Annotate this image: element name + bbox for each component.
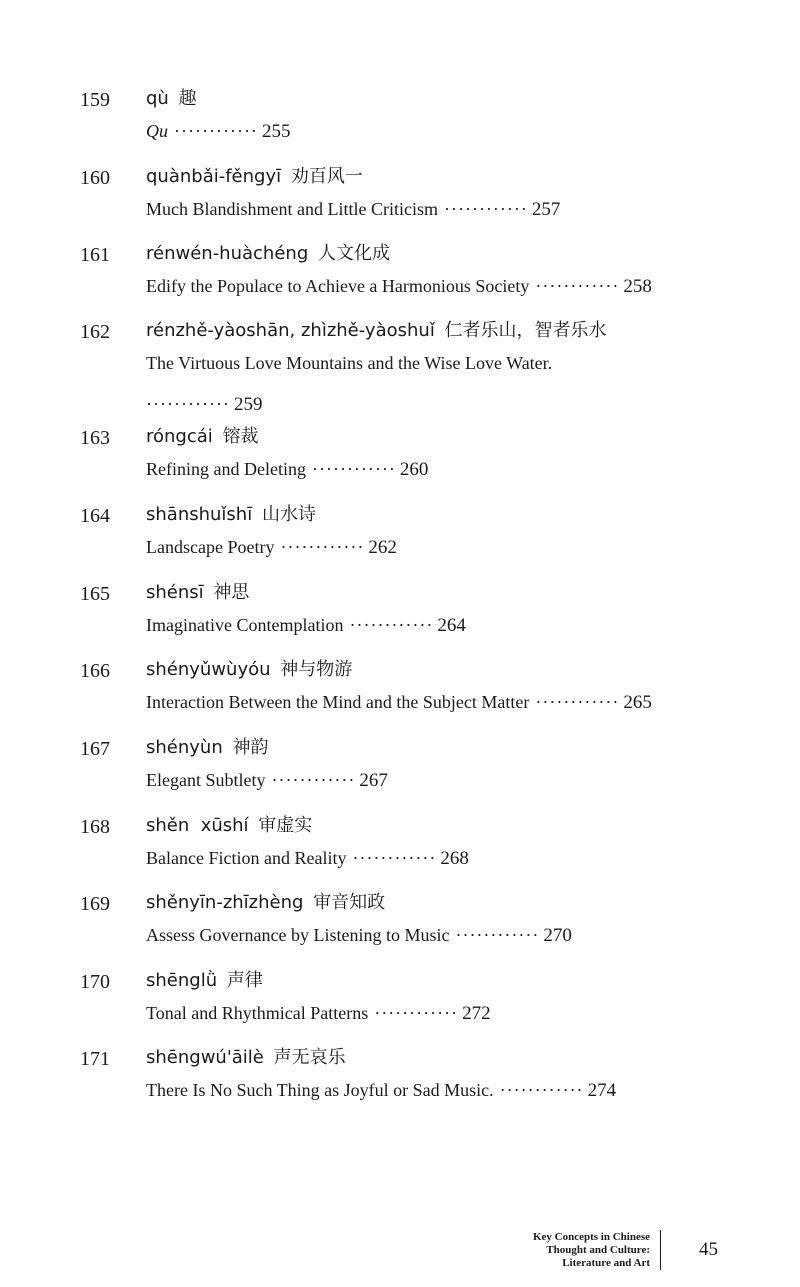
index-entry (0, 815, 800, 875)
entry-pinyin: rénwén-huàchéng (146, 243, 309, 264)
entry-page-link[interactable]: 264 (437, 615, 466, 636)
entry-english: Refining and Deleting (146, 459, 306, 479)
entry-number: 171 (80, 1048, 110, 1070)
entry-english: Edify the Populace to Achieve a Harmonious Society (146, 276, 530, 296)
dot-leader: ············ (535, 276, 620, 296)
entry-translation (146, 457, 428, 482)
entry-heading (146, 1045, 346, 1071)
entry-translation (146, 1078, 616, 1103)
book-title (533, 1231, 650, 1270)
index-entry (0, 892, 800, 952)
index-entry (0, 88, 800, 148)
entry-number: 167 (80, 738, 110, 760)
entry-pinyin: shénsī (146, 582, 204, 603)
entry-heading (146, 968, 263, 994)
dot-leader: ············ (311, 459, 396, 479)
entry-translation (146, 846, 469, 871)
entry-number: 161 (80, 244, 110, 266)
entry-pinyin: qù (146, 88, 169, 109)
entry-page-link[interactable]: 265 (623, 692, 652, 713)
dot-leader: ············ (174, 121, 258, 141)
entry-english: Landscape Poetry (146, 537, 275, 557)
entry-chinese: 审音知政 (313, 892, 386, 913)
entry-heading (146, 890, 385, 916)
entry-pinyin: rénzhě-yàoshān, zhìzhě-yàoshuǐ (146, 320, 435, 341)
page-number: 45 (699, 1239, 718, 1260)
entry-number: 164 (80, 505, 110, 527)
entry-pinyin: shényǔwùyóu (146, 659, 271, 680)
entry-chinese: 神韵 (232, 737, 269, 758)
book-title-line: Key Concepts in Chinese (532, 1231, 650, 1243)
dot-leader: ············ (535, 692, 620, 712)
entry-page-link[interactable]: 260 (399, 459, 429, 480)
entry-chinese: 审虚实 (258, 815, 313, 836)
entry-pinyin: shěnyīn-zhīzhèng (146, 892, 304, 913)
index-entry (0, 504, 800, 564)
entry-english: Qu (146, 121, 168, 141)
entry-continuation (146, 392, 262, 417)
footer-divider (660, 1230, 661, 1270)
entry-number: 159 (80, 89, 110, 111)
index-entry (0, 426, 800, 486)
entry-translation (146, 768, 388, 793)
entry-pinyin: róngcái (146, 426, 213, 447)
entry-page-link[interactable]: 257 (531, 199, 561, 220)
entry-heading (146, 86, 197, 112)
entry-english: Tonal and Rhythmical Patterns (146, 1003, 369, 1023)
entry-chinese: 镕裁 (222, 426, 259, 447)
entry-page-link[interactable]: 255 (261, 121, 291, 142)
entry-number: 170 (80, 971, 110, 993)
entry-translation (146, 535, 397, 560)
entry-english: Interaction Between the Mind and the Subject Matter (146, 692, 530, 712)
entry-english: Assess Governance by Listening to Music (146, 925, 450, 945)
index-entry (0, 166, 800, 226)
entry-number: 160 (80, 167, 110, 189)
entry-chinese: 声无哀乐 (273, 1047, 346, 1068)
entry-chinese: 神与物游 (280, 659, 353, 680)
index-entry (0, 1047, 800, 1107)
entry-heading (146, 424, 259, 450)
entry-chinese: 山水诗 (261, 504, 316, 525)
dot-leader: ············ (499, 1080, 584, 1100)
index-entry (0, 320, 800, 415)
dot-leader: ············ (352, 848, 437, 868)
dot-leader: ············ (280, 537, 365, 557)
entry-pinyin: quànbǎi-fěngyī (146, 166, 282, 187)
entry-number: 162 (80, 321, 110, 343)
dot-leader: ············ (455, 925, 540, 945)
entry-page-link[interactable]: 272 (462, 1003, 491, 1024)
entry-chinese: 人文化成 (317, 243, 390, 264)
index-entry (0, 970, 800, 1030)
dot-leader: ············ (374, 1003, 459, 1023)
index-entry (0, 737, 800, 797)
entry-number: 166 (80, 660, 110, 682)
entry-translation (146, 351, 552, 375)
index-entry (0, 659, 800, 719)
entry-pinyin: shěn xūshí (146, 815, 249, 836)
entry-english: Balance Fiction and Reality (146, 848, 347, 868)
dot-leader: ············ (443, 199, 528, 219)
entry-pinyin: shényùn (146, 737, 223, 758)
entry-heading (146, 580, 249, 606)
entry-translation (146, 923, 572, 948)
entry-heading (146, 502, 316, 528)
entry-heading (146, 164, 363, 190)
entry-chinese: 劝百风一 (290, 166, 363, 187)
entry-pinyin: shānshuǐshī (146, 504, 253, 525)
entry-translation (146, 690, 652, 715)
entry-english: Imaginative Contemplation (146, 615, 344, 635)
index-entry (0, 243, 800, 303)
entry-page-link[interactable]: 259 (233, 394, 263, 415)
entry-translation (146, 119, 290, 144)
entry-english: Elegant Subtlety (146, 770, 266, 790)
entry-page-link[interactable]: 274 (587, 1080, 617, 1101)
entry-english: There Is No Such Thing as Joyful or Sad Music. (146, 1080, 494, 1100)
entry-heading (146, 241, 390, 267)
entry-page-link[interactable]: 268 (440, 848, 469, 869)
entry-chinese: 仁者乐山，智者乐水 (444, 320, 607, 341)
entry-translation (146, 274, 652, 299)
entry-page-link[interactable]: 258 (623, 276, 652, 297)
entry-translation (146, 1001, 491, 1026)
book-title-line: Literature and Art (562, 1257, 650, 1269)
entry-chinese: 声律 (226, 970, 263, 991)
dot-leader: ············ (271, 770, 356, 790)
entry-translation (146, 197, 560, 222)
entry-number: 169 (80, 893, 110, 915)
entry-heading (146, 735, 268, 761)
entry-heading (146, 318, 607, 344)
entry-page-link[interactable]: 270 (543, 925, 572, 946)
entry-english: Much Blandishment and Little Criticism (146, 199, 438, 219)
index-entry (0, 582, 800, 642)
entry-heading (146, 657, 352, 683)
entry-pinyin: shēnglǜ (146, 970, 218, 991)
dot-leader: ············ (146, 394, 230, 414)
entry-number: 168 (80, 816, 110, 838)
dot-leader: ············ (349, 615, 434, 635)
entry-translation (146, 613, 466, 638)
entry-english: The Virtuous Love Mountains and the Wise Love Water. (146, 353, 553, 373)
book-title-line: Thought and Culture: (546, 1244, 650, 1256)
entry-number: 163 (80, 427, 110, 449)
entry-chinese: 趣 (178, 88, 197, 109)
entry-page-link[interactable]: 267 (359, 770, 388, 791)
entry-page-link[interactable]: 262 (368, 537, 397, 558)
entry-heading (146, 813, 312, 839)
entry-chinese: 神思 (213, 582, 250, 603)
entry-pinyin: shēngwú'āilè (146, 1047, 264, 1068)
entry-number: 165 (80, 583, 110, 605)
